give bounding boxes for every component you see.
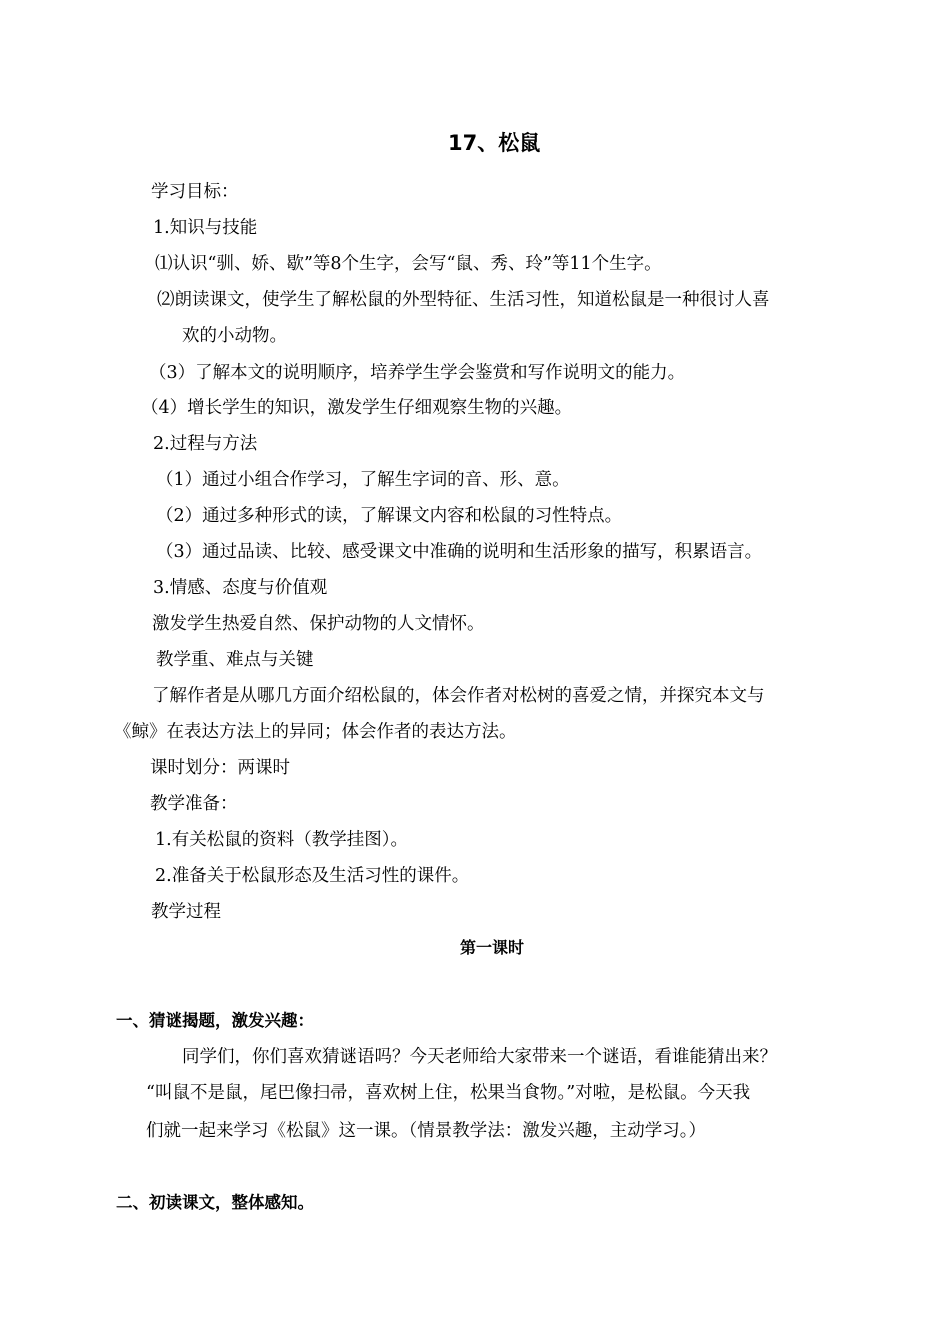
prep-heading: 教学准备： xyxy=(150,794,238,814)
knowledge-item-2-line2: 欢的小动物。 xyxy=(182,326,287,346)
keypoints-line1: 了解作者是从哪几方面介绍松鼠的，体会作者对松树的喜爱之情，并探究本文与 xyxy=(152,686,765,706)
process-heading: 2.过程与方法 xyxy=(153,434,258,454)
process-item-2: （2）通过多种形式的读，了解课文内容和松鼠的习性特点。 xyxy=(156,506,623,526)
process-item-3: （3）通过品读、比较、感受课文中准确的说明和生活形象的描写，积累语言。 xyxy=(156,542,763,562)
knowledge-item-4: （4）增长学生的知识，激发学生仔细观察生物的兴趣。 xyxy=(141,398,573,418)
prep-item-2: 2.准备关于松鼠形态及生活习性的课件。 xyxy=(155,866,470,886)
schedule-text: 课时划分：两课时 xyxy=(150,758,290,778)
keypoints-heading: 教学重、难点与关键 xyxy=(156,650,314,670)
section-one-line1: 同学们，你们喜欢猜谜语吗？今天老师给大家带来一个谜语，看谁能猜出来？ xyxy=(182,1047,777,1067)
prep-item-1: 1.有关松鼠的资料（教学挂图）。 xyxy=(155,830,408,850)
knowledge-item-1: ⑴认识“驯、娇、歇”等8个生字，会写“鼠、秀、玲”等11个生字。 xyxy=(155,254,662,274)
section-one-line3: 们就一起来学习《松鼠》这一课。（情景教学法：激发兴趣，主动学习。） xyxy=(146,1121,706,1141)
section-one-heading: 一、猜谜揭题，激发兴趣： xyxy=(116,1011,314,1030)
lesson-one-heading: 第一课时 xyxy=(460,938,525,957)
objectives-heading: 学习目标： xyxy=(151,182,239,202)
knowledge-heading: 1.知识与技能 xyxy=(153,218,258,238)
keypoints-line2: 《鲸》在表达方法上的异同；体会作者的表达方法。 xyxy=(114,722,517,742)
emotion-text: 激发学生热爱自然、保护动物的人文情怀。 xyxy=(152,614,485,634)
emotion-heading: 3.情感、态度与价值观 xyxy=(153,578,328,598)
process-item-1: （1）通过小组合作学习，了解生字词的音、形、意。 xyxy=(156,470,570,490)
section-two-heading: 二、初读课文，整体感知。 xyxy=(116,1193,314,1212)
section-one-line2: “叫鼠不是鼠，尾巴像扫帚，喜欢树上住，松果当食物。”对啦，是松鼠。今天我 xyxy=(146,1083,751,1103)
page-title: 17、松鼠 xyxy=(448,131,541,155)
process-title: 教学过程 xyxy=(151,902,221,922)
knowledge-item-3: （3）了解本文的说明顺序，培养学生学会鉴赏和写作说明文的能力。 xyxy=(149,363,686,383)
knowledge-item-2-line1: ⑵朗读课文，使学生了解松鼠的外型特征、生活习性，知道松鼠是一种很讨人喜 xyxy=(157,290,770,310)
